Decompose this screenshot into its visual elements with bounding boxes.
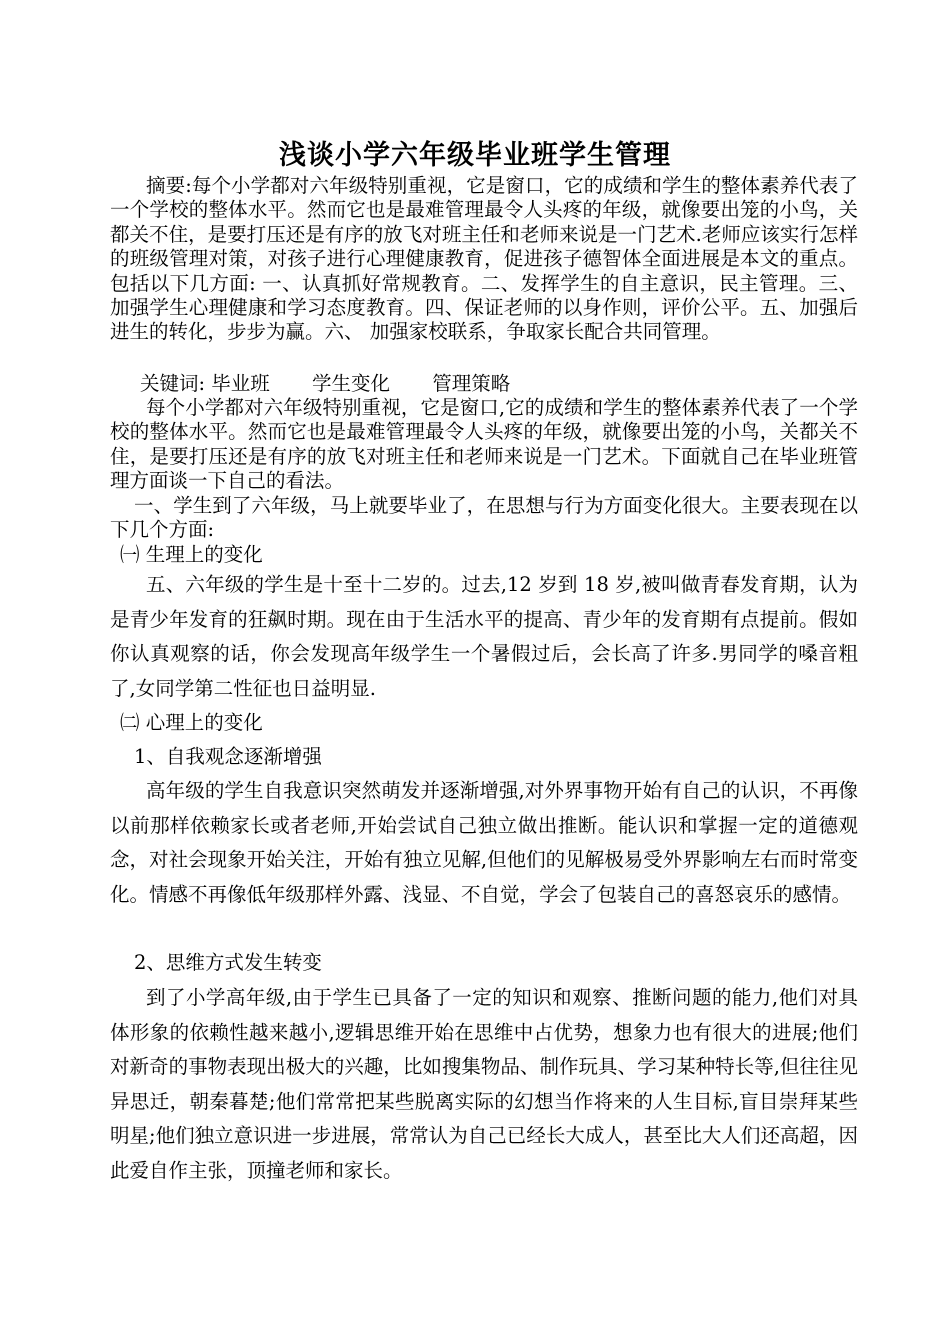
document-title: 浅谈小学六年级毕业班学生管理	[279, 140, 671, 171]
keywords-label: 关键词:	[140, 372, 206, 395]
keyword-item: 管理策略	[432, 372, 511, 395]
point-1-heading: 1、自我观念逐渐增强	[134, 745, 322, 768]
point-2-heading: 2、思维方式发生转变	[134, 951, 322, 974]
keyword-item: 学生变化	[312, 372, 391, 395]
keywords-line	[110, 372, 858, 396]
subsection-1-heading: ㈠ 生理上的变化	[120, 543, 263, 566]
keyword-item: 毕业班	[211, 372, 270, 395]
point-1-paragraph: 高年级的学生自我意识突然萌发并逐渐增强,对外界事物开始有自己的认识，不再像以前那样依赖家长或者老师,开始尝试自己独立做出推断。能认识和掌握一定的道德观念，对社会现象开始关注，开始有独立见解,但他们的见解极易受外界影响左右而时常变化。情感不再像低年级那样外露、浅显、不自觉，学会了包装自己的喜怒哀乐的感情。	[110, 779, 858, 906]
section-1-paragraph: 一、学生到了六年级，马上就要毕业了，在思想与行为方面变化很大。主要表现在以下几个方面:	[110, 494, 858, 542]
point-2-paragraph: 到了小学高年级,由于学生已具备了一定的知识和观察、推断问题的能力,他们对具体形象的依赖性越来越小,逻辑思维开始在思维中占优势，想象力也有很大的进展;他们对新奇的事物表现出极大的兴趣，比如搜集物品、制作玩具、学习某种特长等,但往往见异思迁，朝秦暮楚;他们常常把某些脱离实际的幻想当作将来的人生目标,盲目崇拜某些明星;他们独立意识进一步进展，常常认为自己已经长大成人，甚至比大人们还高超，因此爱自作主张，顶撞老师和家长。	[110, 986, 858, 1182]
subsection-2-heading: ㈡ 心理上的变化	[120, 711, 263, 734]
abstract-paragraph: 摘要:每个小学都对六年级特别重视，它是窗口，它的成绩和学生的整体素养代表了一个学校的整体水平。然而它也是最难管理最令人头疼的年级，就像要出笼的小鸟，关都关不住，是要打压还是有序的放飞对班主任和老师来说是一门艺术.老师应该实行怎样的班级管理对策，对孩子进行心理健康教育，促进孩子德智体全面进展是本文的重点。包括以下几方面: 一、认真抓好常规教育。二、发挥学生的自主意识，民主管理。三、加强学生心理健康和学习态度教育。四、保证老师的以身作则，评价公平。五、加强后进生的转化，步步为赢。六、 加强家校联系，争取家长配合共同管理。	[110, 174, 858, 344]
subsection-1-paragraph: 五、六年级的学生是十至十二岁的。过去,12 岁到 18 岁,被叫做青春发育期，认为是青少年发育的狂飙时期。现在由于生活水平的提高、青少年的发育期有点提前。假如你认真观察的话，你会发现高年级学生一个暑假过后，会长高了许多.男同学的嗓音粗了,女同学第二性征也日益明显.	[110, 573, 858, 700]
intro-paragraph: 每个小学都对六年级特别重视，它是窗口,它的成绩和学生的整体素养代表了一个学校的整体水平。然而它也是最难管理最令人头疼的年级，就像要出笼的小鸟，关都关不住，是要打压还是有序的放飞对班主任和老师来说是一门艺术。下面就自己在毕业班管理方面谈一下自己的看法。	[110, 396, 858, 493]
